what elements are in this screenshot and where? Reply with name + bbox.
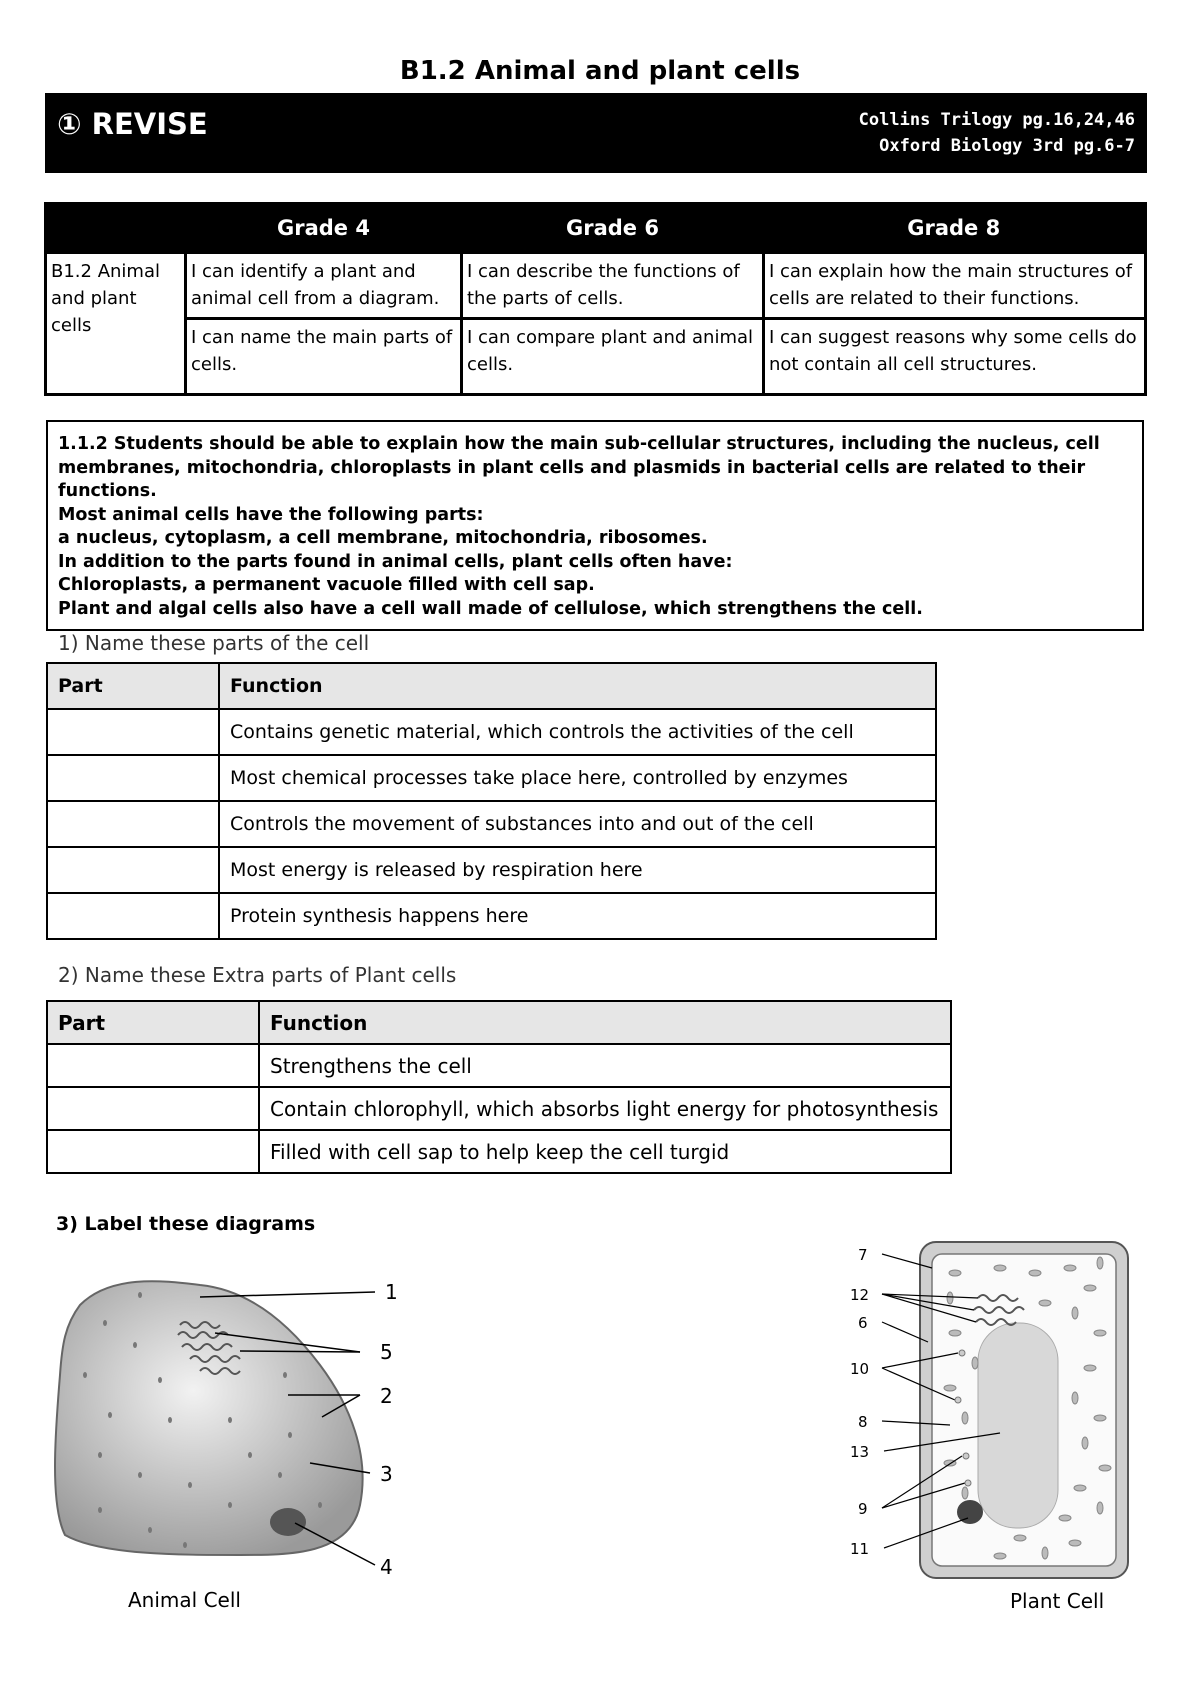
animal-cell-diagram — [40, 1255, 460, 1615]
plant-label-11: 11 — [850, 1540, 870, 1558]
part-column-header: Part — [47, 663, 219, 709]
grade-cell: I can describe the functions of the parts of cells. — [462, 253, 764, 319]
function-column-header: Function — [259, 1001, 951, 1044]
spec-line: a nucleus, cytoplasm, a cell membrane, mitochondria, ribosomes. — [58, 528, 708, 548]
spec-line: Most animal cells have the following parts: — [58, 504, 484, 525]
specification-box — [46, 420, 1144, 631]
grade-cell: I can suggest reasons why some cells do not contain all cell structures. — [764, 319, 1146, 395]
plant-cell-diagram — [850, 1238, 1160, 1618]
question-3-heading: 3) Label these diagrams — [56, 1213, 316, 1235]
grade-row — [46, 319, 1146, 395]
question-1-heading: 1) Name these parts of the cell — [58, 631, 370, 655]
table-row — [47, 847, 936, 893]
grade-table — [44, 202, 1147, 396]
part-answer-cell[interactable] — [47, 847, 219, 893]
topic-cell: B1.2 Animal and plant cells — [46, 253, 186, 395]
grade-4-header: Grade 4 — [186, 204, 462, 253]
function-cell: Controls the movement of substances into and out of the cell — [219, 801, 936, 847]
spec-line: Plant and algal cells also have a cell wall made of cellulose, which strengthens the cell. — [58, 598, 923, 619]
plant-label-10: 10 — [850, 1360, 870, 1378]
animal-cell-membrane — [55, 1281, 363, 1555]
animal-label-1: 1 — [385, 1280, 398, 1304]
nucleus — [270, 1508, 306, 1536]
function-cell: Protein synthesis happens here — [219, 893, 936, 939]
references — [859, 107, 1135, 159]
plant-label-6: 6 — [858, 1314, 868, 1332]
table-row — [47, 709, 936, 755]
table-row — [47, 1130, 951, 1173]
spec-line: 1.1.2 Students should be able to explain how the main sub-cellular structures, including the nucleus, cell membranes, mitochondria, chloroplasts in plant cells and plasmids in bacterial cells are related to their functions. — [58, 434, 1100, 501]
plant-label-9: 9 — [858, 1500, 868, 1518]
part-answer-cell[interactable] — [47, 755, 219, 801]
grade-8-header: Grade 8 — [764, 204, 1146, 253]
revise-heading: ① REVISE — [57, 107, 208, 141]
table-header-row — [47, 1001, 951, 1044]
function-cell: Most energy is released by respiration here — [219, 847, 936, 893]
table-row — [47, 801, 936, 847]
part-answer-cell[interactable] — [47, 1087, 259, 1130]
function-cell: Filled with cell sap to help keep the cell turgid — [259, 1130, 951, 1173]
table-row — [47, 755, 936, 801]
revise-banner — [45, 93, 1147, 173]
animal-cell-caption: Animal Cell — [128, 1588, 241, 1612]
table-header-row — [47, 663, 936, 709]
reference-oxford: Oxford Biology 3rd pg.6-7 — [879, 136, 1135, 156]
function-cell: Most chemical processes take place here, controlled by enzymes — [219, 755, 936, 801]
grade-cell: I can compare plant and animal cells. — [462, 319, 764, 395]
grade-cell: I can identify a plant and animal cell from a diagram. — [186, 253, 462, 319]
animal-label-3: 3 — [380, 1462, 393, 1486]
grade-6-header: Grade 6 — [462, 204, 764, 253]
animal-label-5: 5 — [380, 1340, 393, 1364]
vacuole — [978, 1323, 1058, 1528]
grade-cell: I can explain how the main structures of cells are related to their functions. — [764, 253, 1146, 319]
grade-row — [46, 253, 1146, 319]
grade-header-row — [46, 204, 1146, 253]
function-cell: Contains genetic material, which controls the activities of the cell — [219, 709, 936, 755]
cell-parts-table — [46, 662, 937, 940]
animal-label-2: 2 — [380, 1384, 393, 1408]
animal-label-4: 4 — [380, 1555, 393, 1579]
part-answer-cell[interactable] — [47, 709, 219, 755]
plant-cell-caption: Plant Cell — [1010, 1589, 1105, 1613]
reference-collins: Collins Trilogy pg.16,24,46 — [858, 110, 1135, 130]
function-cell: Contain chlorophyll, which absorbs light energy for photosynthesis — [259, 1087, 951, 1130]
part-answer-cell[interactable] — [47, 1044, 259, 1087]
plant-label-7: 7 — [858, 1246, 868, 1264]
function-cell: Strengthens the cell — [259, 1044, 951, 1087]
plant-label-12: 12 — [850, 1286, 870, 1304]
question-2-heading: 2) Name these Extra parts of Plant cells — [58, 963, 457, 987]
part-answer-cell[interactable] — [47, 1130, 259, 1173]
table-row — [47, 893, 936, 939]
spec-line: In addition to the parts found in animal cells, plant cells often have: — [58, 551, 733, 572]
plant-label-13: 13 — [850, 1443, 870, 1461]
page-title: B1.2 Animal and plant cells — [399, 56, 801, 86]
table-row — [47, 1087, 951, 1130]
spec-line: Chloroplasts, a permanent vacuole filled with cell sap. — [58, 575, 595, 595]
part-answer-cell[interactable] — [47, 893, 219, 939]
part-column-header: Part — [47, 1001, 259, 1044]
grade-cell: I can name the main parts of cells. — [186, 319, 462, 395]
plant-label-8: 8 — [858, 1413, 868, 1431]
part-answer-cell[interactable] — [47, 801, 219, 847]
table-row — [47, 1044, 951, 1087]
function-column-header: Function — [219, 663, 936, 709]
plant-parts-table — [46, 1000, 952, 1174]
